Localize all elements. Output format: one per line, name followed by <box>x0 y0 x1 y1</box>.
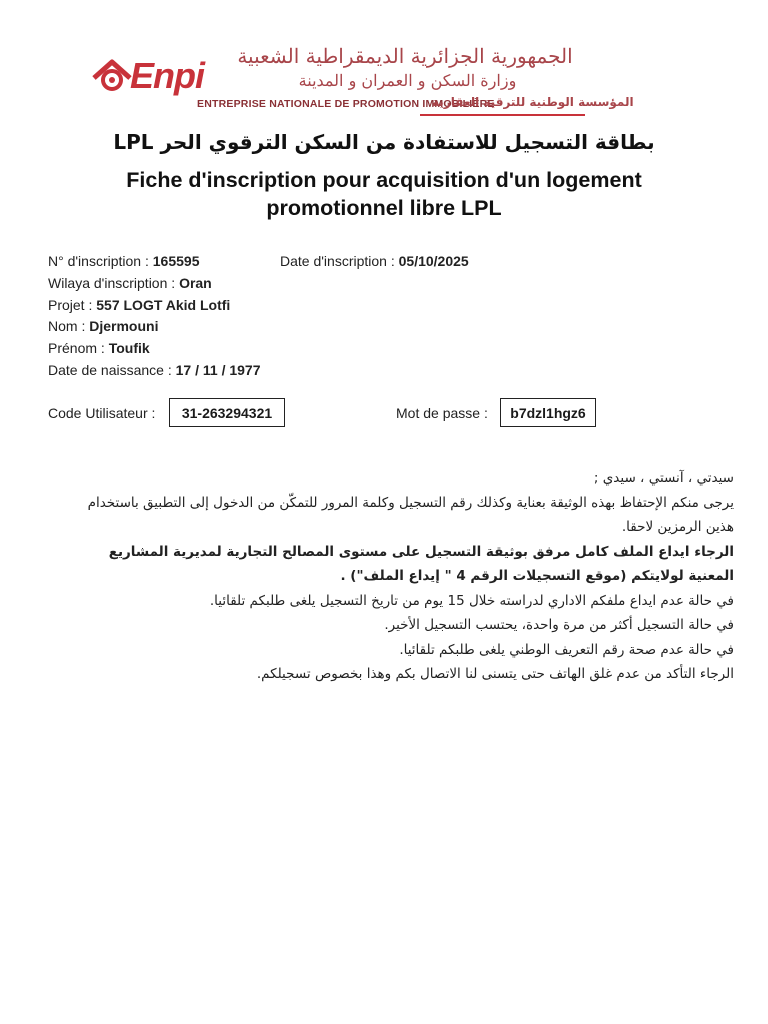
field-label: Nom : <box>48 318 90 334</box>
ministry-title-ar: وزارة السكن و العمران و المدينة <box>298 71 517 90</box>
user-code-label: Code Utilisateur : <box>48 405 156 421</box>
document-title-ar: بطاقة التسجيل للاستفادة من السكن الترقوي الحر LPL <box>113 130 655 154</box>
first-name <box>48 340 150 356</box>
republic-title-ar: الجمهورية الجزائرية الديمقراطية الشعبية <box>237 44 573 68</box>
wilaya <box>48 275 212 291</box>
greeting: سيدتي ، آنستي ، سيدي ; <box>593 470 734 486</box>
logo-wordmark: Enpi <box>130 55 204 96</box>
project <box>48 297 230 313</box>
field-value: Oran <box>179 275 212 291</box>
last-name <box>48 318 158 334</box>
field-value: Toufik <box>108 340 150 356</box>
field-label: Date de naissance : <box>48 362 176 378</box>
password-label: Mot de passe : <box>396 405 488 421</box>
instruction-15-days: في حالة عدم ايداع ملفكم الاداري لدراسته خلال 15 يوم من تاريخ التسجيل يلغى طلبكم تلقائيا. <box>209 592 734 609</box>
field-value: 17 / 11 / 1977 <box>175 362 261 378</box>
instruction-deposit-file: الرجاء ايداع الملف كامل مرفق بوثيقة التسجيل على مستوى المصالح التجارية لمديرية المشاريع المعنية لولايتكم (موقع التسجيلات الرقم 4 " إيداع الملف") . <box>108 543 734 584</box>
instructions-ar <box>60 466 734 687</box>
field-label: Wilaya d'inscription : <box>48 275 180 291</box>
field-label: Projet : <box>48 297 97 313</box>
field-value: Djermouni <box>89 318 159 334</box>
instruction-keep-document: يرجى منكم الإحتفاظ بهذه الوثيقة بعناية وكذلك رقم التسجيل وكلمة المرور للتمكّن من الدخول إلى التطبيق باستخدام هذين الرمزين لاحقا. <box>87 494 734 535</box>
document-header <box>0 0 768 125</box>
field-value: 165595 <box>152 253 200 269</box>
instruction-phone: الرجاء التأكد من عدم غلق الهاتف حتى يتسنى لنا الاتصال بكم وهذا بخصوص تسجيلكم. <box>256 666 734 682</box>
field-label: Date d'inscription : <box>280 253 399 269</box>
registration-date <box>280 253 469 269</box>
registration-number <box>48 253 199 269</box>
field-label: N° d'inscription : <box>48 253 153 269</box>
user-code-box: 31-263294321 <box>169 398 285 427</box>
header-underline <box>420 114 585 116</box>
enterprise-name-ar: المؤسسة الوطنية للترقية العقارية <box>432 95 634 109</box>
birth-date <box>48 362 261 378</box>
field-value: 05/10/2025 <box>398 253 469 269</box>
field-value: 557 LOGT Akid Lotfi <box>96 297 231 313</box>
document-title-fr: Fiche d'inscription pour acquisition d'un logement promotionnel libre LPL <box>126 168 642 220</box>
enterprise-name-fr: ENTREPRISE NATIONALE DE PROMOTION IMMOBILIÈRE <box>197 98 495 110</box>
password-box: b7dzl1hgz6 <box>500 398 596 427</box>
field-label: Prénom : <box>48 340 109 356</box>
instruction-national-id: في حالة عدم صحة رقم التعريف الوطني يلغى طلبكم تلقائيا. <box>399 641 734 658</box>
instruction-multiple-registration: في حالة التسجيل أكثر من مرة واحدة، يحتسب التسجيل الأخير. <box>384 617 734 633</box>
